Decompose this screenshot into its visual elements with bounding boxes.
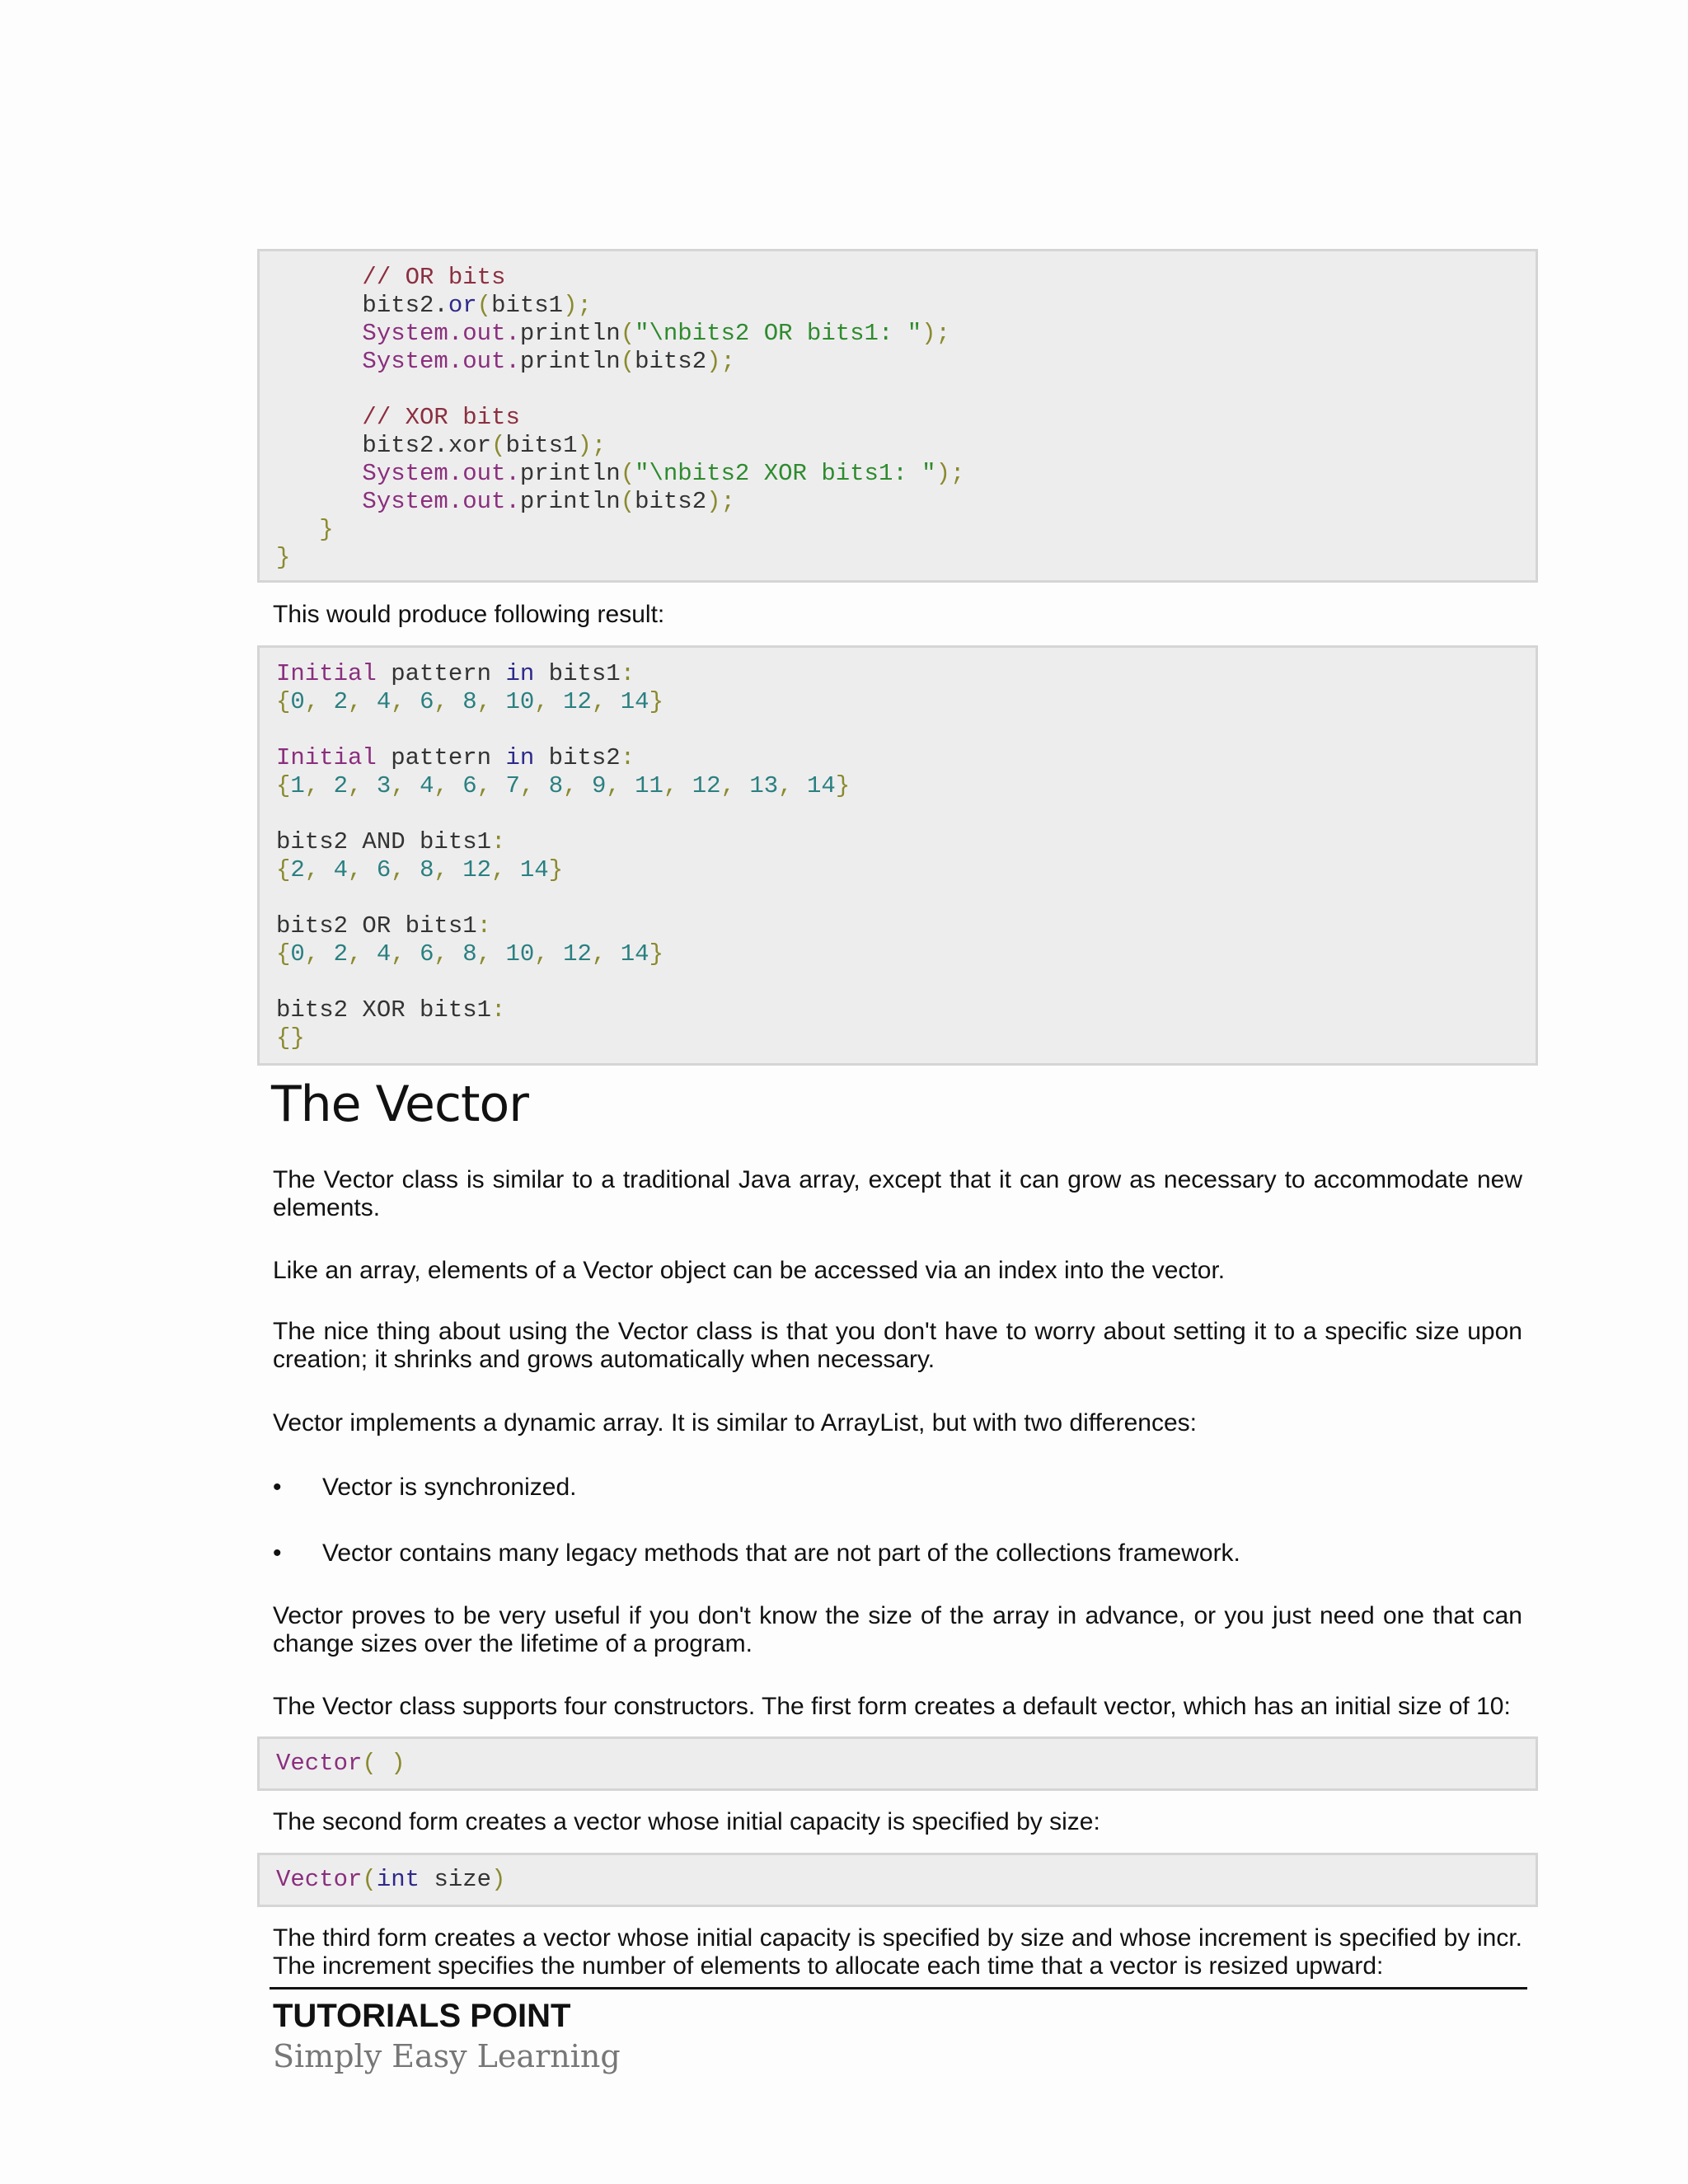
- code-line: [276, 772, 1536, 800]
- code-token: "\nbits2 XOR bits1: ": [635, 460, 936, 487]
- code-token: ,: [391, 688, 420, 715]
- code-line: [276, 264, 1536, 292]
- code-token: ,: [304, 940, 334, 968]
- code-token: ,: [591, 940, 621, 968]
- code-line: [276, 460, 1536, 488]
- code-token: ,: [434, 772, 463, 799]
- code-token: (: [620, 348, 635, 375]
- code-token: 12: [563, 940, 592, 968]
- code-line: [276, 544, 1536, 572]
- code-token: ,: [391, 940, 420, 968]
- code-token: ,: [434, 940, 463, 968]
- code-token: 0: [290, 940, 305, 968]
- code-token: );: [706, 488, 735, 515]
- code-token: 12: [692, 772, 721, 799]
- code-token: ,: [591, 688, 621, 715]
- code-token: }: [276, 544, 291, 571]
- code-block-size-constructor: [257, 1853, 1538, 1907]
- code-line: [276, 688, 1536, 716]
- code-token: (: [362, 1866, 377, 1893]
- code-token: 12: [462, 856, 492, 883]
- code-token: 8: [548, 772, 564, 799]
- code-token: (: [476, 292, 492, 319]
- bullet-text: Vector is synchronized.: [322, 1474, 577, 1501]
- code-line: [276, 884, 1536, 912]
- code-token: 2: [290, 856, 305, 883]
- code-token: 11: [635, 772, 663, 799]
- code-line: [276, 856, 1536, 884]
- code-token: bits2.xor: [276, 432, 492, 459]
- code-token: "\nbits2 OR bits1: ": [635, 320, 922, 347]
- code-line: [276, 828, 1536, 856]
- code-token: // XOR bits: [276, 404, 520, 431]
- code-token: 14: [620, 940, 649, 968]
- code-block-output: [257, 645, 1538, 1066]
- code-token: 14: [519, 856, 549, 883]
- code-token: :: [620, 660, 635, 687]
- code-token: 4: [376, 940, 392, 968]
- code-token: {: [276, 856, 291, 883]
- code-line: [276, 744, 1536, 772]
- footer-tagline: Simply Easy Learning: [273, 2038, 621, 2074]
- footer-brand: TUTORIALS POINT: [273, 1998, 571, 2034]
- code-token: }: [548, 856, 564, 883]
- code-token: ,: [563, 772, 592, 799]
- code-token: bits1: [534, 660, 621, 687]
- code-token: }: [835, 772, 851, 799]
- code-token: or: [448, 292, 477, 319]
- code-token: );: [935, 460, 965, 487]
- code-token: ,: [519, 772, 549, 799]
- bullet-icon: •: [273, 1474, 282, 1501]
- code-token: println: [519, 460, 621, 487]
- code-line: [276, 320, 1536, 348]
- code-token: ,: [348, 772, 377, 799]
- paragraph-third-form: The third form creates a vector whose initial capacity is specified by size and whose increment is specified by incr. The increment specifies the number of elements to allocate each time that a vector is resized upward:: [273, 1924, 1522, 1980]
- code-token: println: [519, 488, 621, 515]
- footer-divider: [270, 1987, 1527, 1990]
- code-token: ,: [391, 772, 420, 799]
- code-token: ,: [434, 688, 463, 715]
- code-token: bits1: [505, 432, 578, 459]
- code-token: 1: [290, 772, 305, 799]
- code-line: [276, 404, 1536, 432]
- code-token: 0: [290, 688, 305, 715]
- code-token: ,: [391, 856, 420, 883]
- code-line: [276, 1024, 1536, 1052]
- code-token: 6: [420, 940, 434, 968]
- code-line: [276, 376, 1536, 404]
- code-line: [276, 940, 1536, 968]
- paragraph-second-form: The second form creates a vector whose initial capacity is specified by size:: [273, 1808, 1100, 1835]
- paragraph-useful: Vector proves to be very useful if you don't know the size of the array in advance, or you just need one that can change sizes over the lifetime of a program.: [273, 1602, 1522, 1657]
- result-intro: This would produce following result:: [273, 601, 665, 628]
- code-token: (: [620, 460, 635, 487]
- code-token: 14: [807, 772, 836, 799]
- paragraph-constructors: The Vector class supports four constructors. The first form creates a default vector, which has an initial size of 10:: [273, 1693, 1511, 1720]
- code-token: println: [519, 348, 621, 375]
- code-token: (: [620, 488, 635, 515]
- code-token: ): [491, 1866, 506, 1893]
- code-token: ,: [304, 688, 334, 715]
- code-token: Vector: [276, 1750, 363, 1777]
- code-token: ,: [778, 772, 808, 799]
- code-line: [276, 292, 1536, 320]
- code-token: ,: [304, 856, 334, 883]
- code-token: // OR bits: [276, 264, 506, 291]
- section-title: The Vector: [271, 1076, 528, 1133]
- code-token: 6: [376, 856, 392, 883]
- code-token: 10: [505, 688, 535, 715]
- code-token: }: [649, 688, 663, 715]
- code-token: 6: [462, 772, 477, 799]
- code-token: ,: [476, 772, 506, 799]
- code-line: [276, 348, 1536, 376]
- code-token: :: [491, 828, 506, 855]
- code-token: bits2 XOR bits1: [276, 996, 492, 1024]
- code-token: 14: [620, 688, 649, 715]
- code-token: }: [276, 516, 334, 543]
- code-token: {}: [276, 1024, 305, 1052]
- code-token: bits2.: [276, 292, 448, 319]
- code-token: System.out.: [276, 320, 520, 347]
- code-token: 8: [462, 940, 477, 968]
- code-token: ,: [663, 772, 692, 799]
- code-line: [276, 660, 1536, 688]
- code-token: :: [476, 912, 492, 940]
- code-token: ,: [720, 772, 750, 799]
- code-token: );: [577, 432, 607, 459]
- code-block-default-constructor: [257, 1736, 1538, 1791]
- code-token: 10: [505, 940, 535, 968]
- code-token: 2: [333, 772, 349, 799]
- code-token: ,: [476, 940, 506, 968]
- code-token: 7: [505, 772, 520, 799]
- code-block-bitset-ops: [257, 249, 1538, 583]
- code-token: 4: [376, 688, 392, 715]
- code-line: [276, 1866, 1536, 1894]
- code-token: System.out.: [276, 488, 520, 515]
- code-token: bits2: [635, 348, 707, 375]
- code-token: 12: [563, 688, 592, 715]
- code-token: );: [706, 348, 735, 375]
- code-token: ,: [534, 940, 564, 968]
- code-line: [276, 516, 1536, 544]
- bullet-text: Vector contains many legacy methods that are not part of the collections framework.: [322, 1540, 1240, 1567]
- code-token: in: [505, 744, 535, 771]
- paragraph-size: The nice thing about using the Vector class is that you don't have to worry about setting it to a specific size upon creation; it shrinks and grows automatically when necessary.: [273, 1318, 1522, 1373]
- paragraph-index: Like an array, elements of a Vector object can be accessed via an index into the vector.: [273, 1257, 1226, 1284]
- code-token: pattern: [376, 660, 506, 687]
- code-token: bits2: [534, 744, 621, 771]
- code-token: );: [563, 292, 592, 319]
- code-line: [276, 968, 1536, 996]
- code-token: :: [620, 744, 635, 771]
- code-token: ,: [348, 940, 377, 968]
- code-token: ,: [348, 688, 377, 715]
- code-token: {: [276, 772, 291, 799]
- code-token: ,: [434, 856, 463, 883]
- code-token: 2: [333, 688, 349, 715]
- bullet-item-synchronized: [273, 1474, 1522, 1502]
- code-token: 6: [420, 688, 434, 715]
- code-token: println: [519, 320, 621, 347]
- code-token: System.out.: [276, 460, 520, 487]
- code-token: bits1: [491, 292, 564, 319]
- code-line: [276, 488, 1536, 516]
- code-token: 3: [376, 772, 392, 799]
- code-token: Initial: [276, 744, 377, 771]
- code-line: [276, 1750, 1536, 1778]
- code-token: bits2 OR bits1: [276, 912, 477, 940]
- bullet-icon: •: [273, 1540, 282, 1567]
- paragraph-differences: Vector implements a dynamic array. It is similar to ArrayList, but with two differences:: [273, 1409, 1197, 1436]
- code-token: ,: [348, 856, 377, 883]
- code-token: pattern: [376, 744, 506, 771]
- code-token: bits2: [635, 488, 707, 515]
- code-token: size: [420, 1866, 492, 1893]
- code-token: System.out.: [276, 348, 520, 375]
- bullet-item-legacy: [273, 1540, 1522, 1568]
- code-token: {: [276, 940, 291, 968]
- code-token: 9: [591, 772, 607, 799]
- code-token: 4: [420, 772, 434, 799]
- code-line: [276, 716, 1536, 744]
- code-token: (: [491, 432, 506, 459]
- code-token: {: [276, 688, 291, 715]
- code-token: Initial: [276, 660, 377, 687]
- code-token: Vector: [276, 1866, 363, 1893]
- code-token: 8: [462, 688, 477, 715]
- code-token: ,: [304, 772, 334, 799]
- code-line: [276, 432, 1536, 460]
- paragraph-intro: The Vector class is similar to a traditional Java array, except that it can grow as necessary to accommodate new elements.: [273, 1166, 1522, 1221]
- code-token: int: [376, 1866, 420, 1893]
- code-token: bits2 AND bits1: [276, 828, 492, 855]
- code-token: ,: [491, 856, 520, 883]
- code-line: [276, 912, 1536, 940]
- code-line: [276, 800, 1536, 828]
- code-token: 2: [333, 940, 349, 968]
- code-token: ( ): [362, 1750, 406, 1777]
- code-token: (: [620, 320, 635, 347]
- code-token: ,: [606, 772, 635, 799]
- code-line: [276, 996, 1536, 1024]
- code-token: ,: [476, 688, 506, 715]
- code-token: 4: [333, 856, 349, 883]
- code-token: :: [491, 996, 506, 1024]
- code-token: 8: [420, 856, 434, 883]
- code-token: 13: [749, 772, 779, 799]
- code-token: ,: [534, 688, 564, 715]
- code-token: in: [505, 660, 535, 687]
- code-token: }: [649, 940, 663, 968]
- code-token: );: [921, 320, 950, 347]
